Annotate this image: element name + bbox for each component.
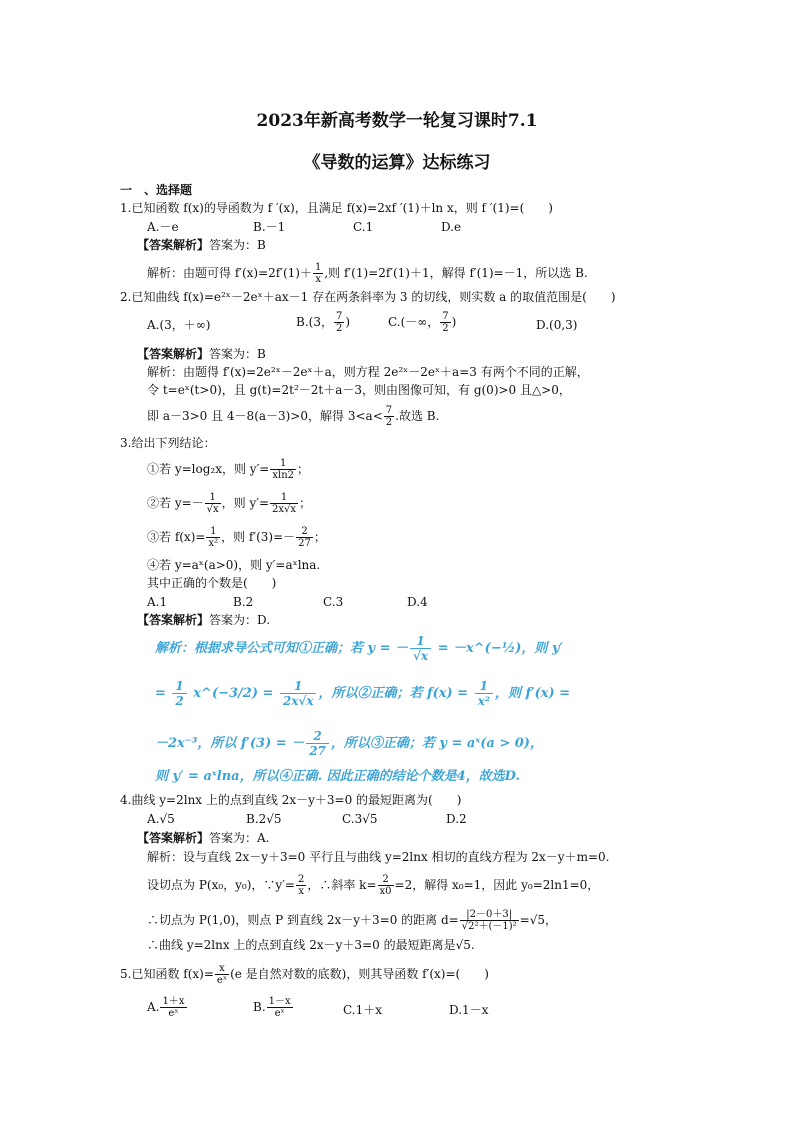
q3-item-3: ③若 f(x)= $\frac{1}{\text{x²}}$ ，则 f′(3)=－ $\frac{2}{27}$ ；	[147, 526, 326, 549]
q4-analysis-4: ∴曲线 y=2lnx 上的点到直线 2x－y＋3=0 的最短距离是√5.	[147, 938, 475, 952]
q5-option-c: C.1＋x	[343, 1003, 382, 1017]
q3-option-a: A.1	[147, 595, 168, 609]
q2-option-d: D.(0,3)	[536, 318, 578, 332]
q2-analysis-3: 即 a－3>0 且 4－8(a－3)>0，解得 3<a< $\frac{7}{2}$ .故选 B.	[147, 405, 440, 428]
q2-analysis-2: 令 t=eˣ(t>0)，且 g(t)=2t²－2t＋a－3，则由图像可知，有 g(0)>0 且△>0，	[147, 383, 571, 397]
q3-item-4: ④若 y=aˣ(a>0)，则 y′=aˣlna.	[147, 558, 321, 572]
q4-answer: 【答案解析】答案为：A.	[137, 831, 270, 845]
q2-analysis-1: 解析：由题得 f′(x)=2e²ˣ－2eˣ＋a，则方程 2e²ˣ－2eˣ＋a=3 有两个不同的正解，	[147, 365, 589, 379]
q4-analysis-2: 设切点为 P(x₀，y₀)，∵y′= $\frac{2}{x}$ ，∴斜率 k= $\frac{2}{x0}$ =2，解得 x₀=1，因此 y₀=2ln1=0，	[147, 874, 600, 897]
page-subtitle: 《导数的运算》达标练习	[303, 153, 491, 173]
q3-option-d: D.4	[407, 595, 428, 609]
fraction: $\frac{1}{x}$	[314, 262, 322, 285]
q4-option-a: A.√5	[147, 812, 175, 826]
q5-option-d: D.1－x	[449, 1003, 489, 1017]
q3-analysis-line-4: 则 y′ = aˣlna，所以④正确. 因此正确的结论个数是4，故选D.	[155, 769, 521, 784]
q3-option-b: B.2	[233, 595, 254, 609]
q2-stem: 2.已知曲线 f(x)=e²ˣ－2eˣ＋ax－1 存在两条斜率为 3 的切线，则实数 a 的取值范围是( )	[120, 290, 616, 304]
q2-option-c: C.(－∞， $\frac{7}{2}$ )	[388, 311, 457, 334]
q5-option-b: B. $\frac{1-x}{\text{eˣ}}$	[253, 996, 291, 1019]
q5-option-a: A. $\frac{1+x}{\text{eˣ}}$	[147, 996, 185, 1019]
q3-option-c: C.3	[323, 595, 344, 609]
q1-option-c: C.1	[353, 220, 374, 234]
q4-option-b: B.2√5	[246, 812, 282, 826]
q3-analysis-line-1: 解析：根据求导公式可知①正确；若 y = － $\frac{1}{√x}$ = －x^(−½)，则 y′	[155, 634, 563, 663]
q1-analysis: 解析：由题可得 f′(x)=2f′(1)＋ $\frac{1}{x}$ ,则 f′(1)=2f′(1)＋1，解得 f′(1)=－1，所以选 B.	[147, 262, 588, 285]
answer-tag: 【答案解析】	[137, 238, 210, 252]
q4-stem: 4.曲线 y=2lnx 上的点到直线 2x－y＋3=0 的最短距离为( )	[120, 793, 462, 807]
q1-option-a: A.－e	[147, 220, 179, 234]
q2-option-a: A.(3，＋∞)	[147, 318, 211, 332]
q2-option-b: B.(3， $\frac{7}{2}$ )	[296, 311, 351, 334]
q3-item-2: ②若 y=－ $\frac{1}{√x}$ ，则 y′= $\frac{1}{2x√x}$ ；	[147, 492, 312, 515]
q3-item-1: ①若 y=log₂x，则 y′= $\frac{1}{xln2}$ ；	[147, 458, 310, 481]
q1-option-d: D.e	[441, 220, 462, 234]
q2-answer: 【答案解析】答案为：B	[137, 347, 266, 361]
q1-answer: 【答案解析】答案为：B	[137, 238, 266, 252]
q3-analysis-line-2: = $\frac{1}{2}$ x^(−3/2) = $\frac{1}{2x√x}$ ，所以②正确；若 f(x) = $\frac{1}{\text{x²}}$ ，则 f′(x) =	[155, 679, 571, 708]
q3-question: 其中正确的个数是( )	[147, 576, 277, 590]
q4-option-d: D.2	[446, 812, 467, 826]
q3-analysis-line-3: －2x⁻³，所以 f′(3) = － $\frac{2}{27}$ ，所以③正确；若 y = aˣ(a > 0)，	[155, 729, 543, 758]
q4-analysis-1: 解析：设与直线 2x－y＋3=0 平行且与曲线 y=2lnx 相切的直线方程为 2x－y＋m=0.	[147, 850, 610, 864]
q3-answer: 【答案解析】答案为：D.	[137, 613, 271, 627]
q4-option-c: C.3√5	[342, 812, 378, 826]
q4-analysis-3: ∴切点为 P(1,0)，则点 P 到直线 2x－y＋3=0 的距离 d= $\frac{|2-0+3|}{\text{√2²＋(－1)²}}$ =√5，	[147, 909, 557, 932]
page-title: 2023年新高考数学一轮复习课时7.1	[256, 111, 538, 131]
section-heading: 一 、选择题	[120, 183, 193, 197]
q1-stem: 1.已知函数 f(x)的导函数为 f ′(x)，且满足 f(x)=2xf ′(1)＋ln x，则 f ′(1)=( )	[120, 201, 553, 215]
q1-option-b: B.－1	[253, 220, 286, 234]
q5-stem: 5.已知函数 f(x)= $\frac{x}{\text{eˣ}}$ (e 是自然对数的底数)，则其导函数 f′(x)=( )	[120, 963, 489, 986]
q3-stem: 3.给出下列结论：	[120, 436, 216, 450]
